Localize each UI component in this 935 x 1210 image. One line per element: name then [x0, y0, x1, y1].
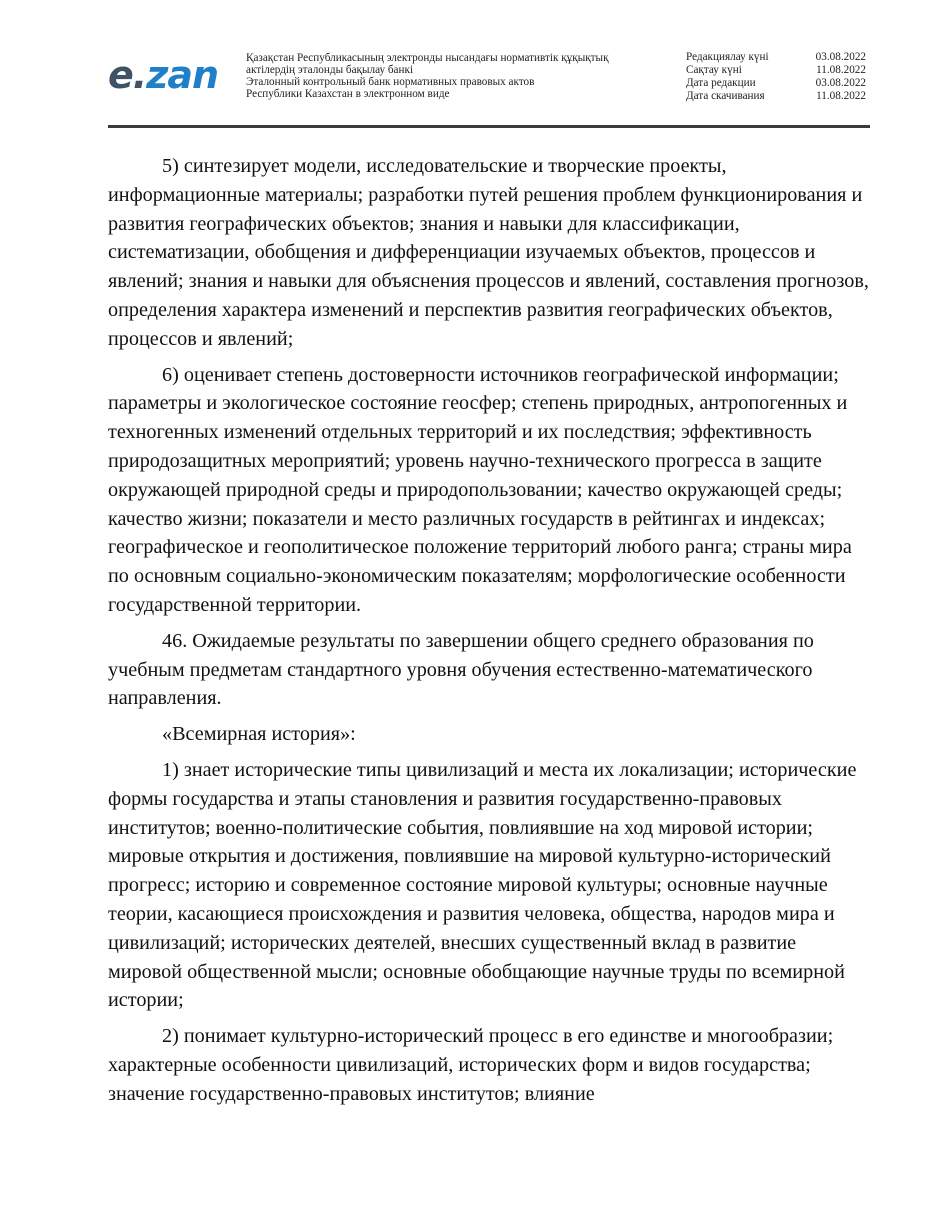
date-label: Дата скачивания: [686, 90, 765, 102]
paragraph: 2) понимает культурно-исторический процесс в его единстве и многообразии; характерные особенности цивилизаций, исторических форм и видов государства; значение государственно-правовых институтов; влияние: [108, 1025, 834, 1105]
logo-e: e.: [108, 53, 147, 97]
date-label: Редакциялау күні: [686, 51, 769, 63]
date-row: [686, 90, 866, 103]
date-value: 03.08.2022: [815, 77, 866, 89]
bank-title-line: Қазақстан Республикасының электронды нысандағы нормативтік құқықтық: [246, 52, 609, 64]
paragraph: 5) синтезирует модели, исследовательские и творческие проекты, информационные материалы; разработки путей решения проблем функционирования и развития географических объектов; знания и навыки для классификации, систематизации, обобщения и дифференциации изучаемых объектов, процессов и явлений; знания и навыки для объяснения процессов и явлений, составления прогнозов, определения характера изменений и перспектив развития географических объектов, процессов и явлений;: [108, 155, 869, 350]
bank-title: [246, 52, 666, 100]
date-label: Сақтау күні: [686, 64, 742, 76]
paragraph: «Всемирная история»:: [162, 723, 356, 746]
bank-title-line: Эталонный контрольный банк нормативных правовых актов: [246, 76, 535, 88]
date-row: [686, 64, 866, 77]
bank-title-line: актілердің эталонды бақылау банкі: [246, 64, 414, 76]
paragraph: 6) оценивает степень достоверности источников географической информации; параметры и экологическое состояние геосфер; степень природных, антропогенных и техногенных изменений отдельных территорий и их последствия; эффективность природозащитных мероприятий; уровень научно-технического прогресса в защите окружающей природной среды и природопользовании; качество окружающей среды; качество жизни; показатели и место различных государств в рейтингах и индексах; географическое и геополитическое положение территорий любого ранга; страны мира по основным социально-экономическим показателям; морфологические особенности государственной территории.: [108, 363, 852, 616]
logo-zan: zan: [146, 53, 219, 97]
date-value: 11.08.2022: [816, 64, 866, 76]
date-value: 03.08.2022: [815, 51, 866, 63]
date-row: [686, 51, 866, 64]
bank-title-line: Республики Казахстан в электронном виде: [246, 88, 450, 100]
date-value: 11.08.2022: [816, 90, 866, 102]
paragraph: 1) знает исторические типы цивилизаций и места их локализации; исторические формы государства и этапы становления и развития государственно-правовых институтов; военно-политические события, повлиявшие на ход мировой истории; мировые открытия и достижения, повлиявшие на мировой культурно-исторический прогресс; историю и современное состояние мировой культуры; основные научные теории, касающиеся происхождения и развития человека, общества, народов мира и цивилизаций; исторических деятелей, внесших существенный вклад в развитие мировой общественной мысли; основные обобщающие научные труды по всемирной истории;: [108, 758, 857, 1012]
paragraph: 46. Ожидаемые результаты по завершении общего среднего образования по учебным предметам стандартного уровня обучения естественно-математического направления.: [108, 629, 814, 710]
date-row: [686, 77, 866, 90]
document-body: [108, 152, 870, 1116]
ezan-logo[interactable]: [108, 53, 218, 97]
date-label: Дата редакции: [686, 77, 756, 89]
date-table: [686, 51, 866, 103]
document-header: [0, 0, 935, 140]
header-divider: [108, 125, 870, 128]
